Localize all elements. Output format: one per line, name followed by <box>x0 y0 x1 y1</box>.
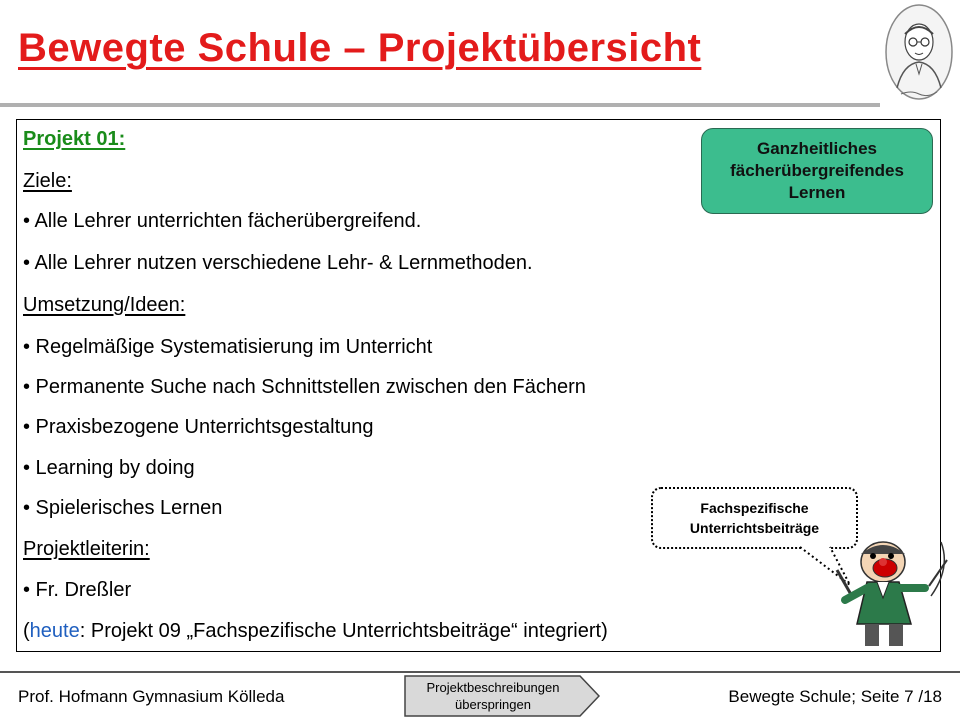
slide-title: Bewegte Schule – Projektübersicht <box>18 26 702 70</box>
note-today-word: heute <box>29 620 80 642</box>
integration-note <box>23 620 608 643</box>
holistic-learning-badge <box>701 128 933 214</box>
idea-item: • Permanente Suche nach Schnittstellen zwischen den Fächern <box>23 376 586 398</box>
badge-line: Ganzheitliches <box>757 139 877 158</box>
goal-item: • Alle Lehrer unterrichten fächerübergreifend. <box>23 210 422 232</box>
lead-heading: Projektleiterin: <box>23 538 150 560</box>
title-divider <box>0 103 880 107</box>
callout-line: Unterrichtsbeiträge <box>689 520 820 536</box>
speech-callout <box>651 487 858 549</box>
idea-item: • Learning by doing <box>23 457 195 479</box>
idea-item: • Regelmäßige Systematisierung im Unterricht <box>23 336 433 358</box>
idea-item: • Spielerisches Lernen <box>23 497 223 519</box>
note-rest: : Projekt 09 „Fachspezifische Unterrichtsbeiträge“ integriert) <box>79 620 608 642</box>
skip-label-line: Projektbeschreibungen <box>426 680 560 695</box>
badge-line: Lernen <box>788 183 846 202</box>
footer-page-info: Bewegte Schule; Seite 7 /18 <box>728 687 942 706</box>
portrait-sketch-image <box>883 2 955 102</box>
callout-line: Fachspezifische <box>700 500 809 516</box>
skip-button-label <box>404 679 582 713</box>
skip-label-line: überspringen <box>455 697 531 712</box>
ideas-heading: Umsetzung/Ideen: <box>23 294 186 316</box>
footer-divider <box>0 671 960 673</box>
cheering-clown-image <box>833 538 951 650</box>
footer-author: Prof. Hofmann Gymnasium Kölleda <box>18 687 285 706</box>
badge-line: fächerübergreifendes <box>730 161 904 180</box>
idea-item: • Praxisbezogene Unterrichtsgestaltung <box>23 416 374 438</box>
project-heading: Projekt 01: <box>23 128 126 150</box>
goal-item: • Alle Lehrer nutzen verschiedene Lehr- & Lernmethoden. <box>23 252 533 274</box>
skip-project-descriptions-button[interactable] <box>404 675 600 717</box>
lead-name: • Fr. Dreßler <box>23 579 132 601</box>
goals-heading: Ziele: <box>23 170 72 192</box>
note-open-paren: ( <box>23 620 30 642</box>
